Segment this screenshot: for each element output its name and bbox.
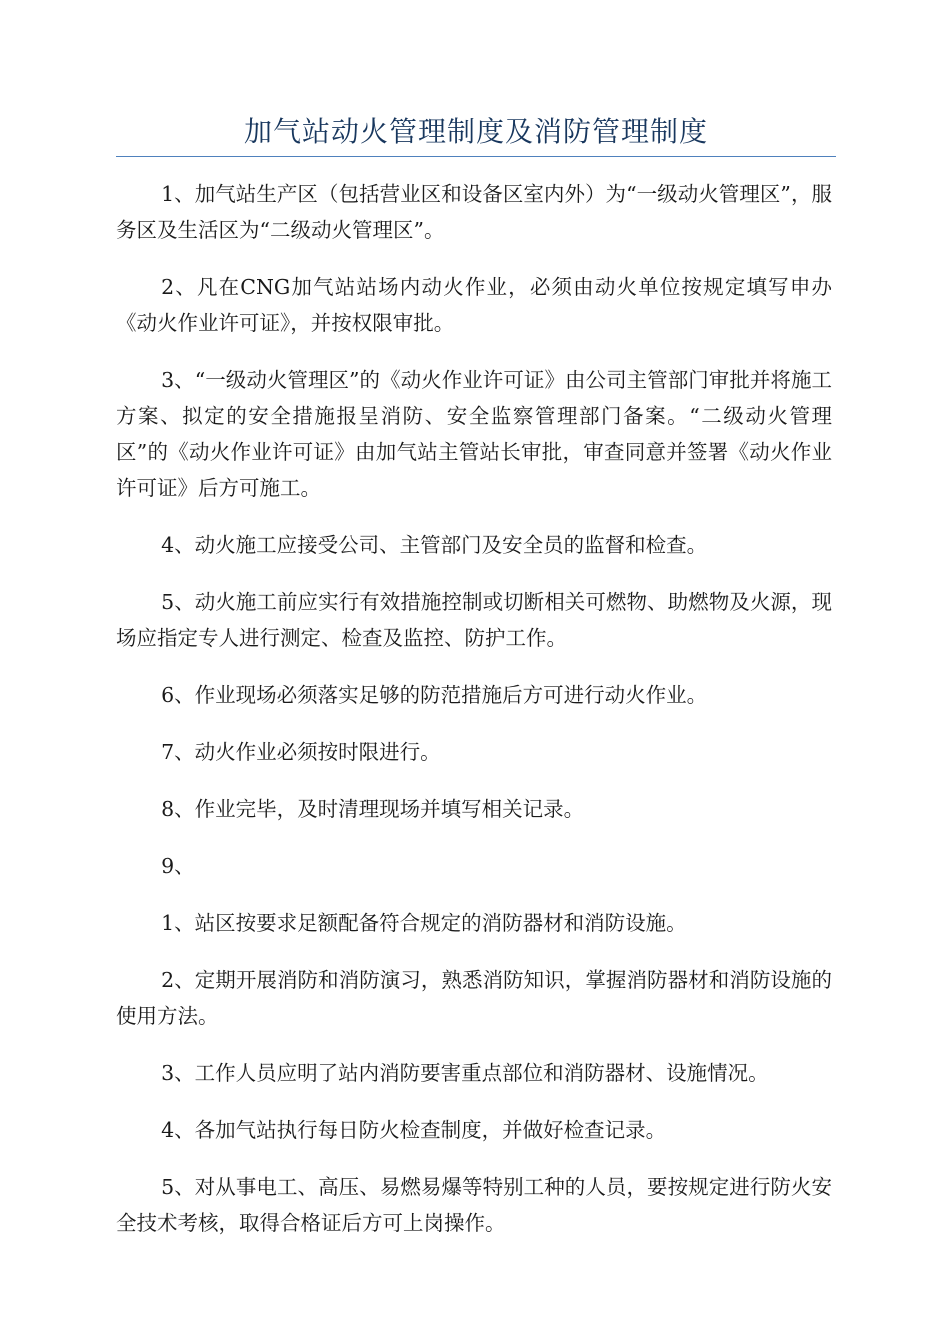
paragraph: 4、各加气站执行每日防火检查制度，并做好检查记录。	[161, 1118, 667, 1142]
paragraph: 6、作业现场必须落实足够的防范措施后方可进行动火作业。	[161, 683, 708, 707]
paragraph: 9、	[161, 854, 195, 878]
title-block	[116, 112, 836, 157]
paragraph: 1、加气站生产区（包括营业区和设备区室内外）为“一级动火管理区”，服务区及生活区为“二级动火管理区”。	[116, 182, 832, 242]
paragraph: 1、站区按要求足额配备符合规定的消防器材和消防设施。	[161, 911, 687, 935]
paragraph: 4、动火施工应接受公司、主管部门及安全员的监督和检查。	[161, 533, 708, 557]
document-body	[116, 176, 832, 1262]
paragraph: 3、“一级动火管理区”的《动火作业许可证》由公司主管部门审批并将施工方案、拟定的安全措施报呈消防、安全监察管理部门备案。“二级动火管理区”的《动火作业许可证》由加气站主管站长审批，审查同意并签署《动火作业许可证》后方可施工。	[116, 368, 832, 500]
page-title: 加气站动火管理制度及消防管理制度	[243, 115, 708, 148]
paragraph: 2、定期开展消防和消防演习，熟悉消防知识，掌握消防器材和消防设施的使用方法。	[116, 968, 832, 1028]
paragraph: 5、动火施工前应实行有效措施控制或切断相关可燃物、助燃物及火源，现场应指定专人进行测定、检查及监控、防护工作。	[116, 590, 832, 650]
paragraph: 5、对从事电工、高压、易燃易爆等特别工种的人员，要按规定进行防火安全技术考核，取得合格证后方可上岗操作。	[116, 1175, 832, 1235]
paragraph: 8、作业完毕，及时清理现场并填写相关记录。	[161, 797, 585, 821]
paragraph: 7、动火作业必须按时限进行。	[161, 740, 441, 764]
paragraph: 2、凡在CNG加气站站场内动火作业，必须由动火单位按规定填写申办《动火作业许可证》，并按权限审批。	[116, 275, 832, 335]
paragraph: 3、工作人员应明了站内消防要害重点部位和消防器材、设施情况。	[161, 1061, 769, 1085]
